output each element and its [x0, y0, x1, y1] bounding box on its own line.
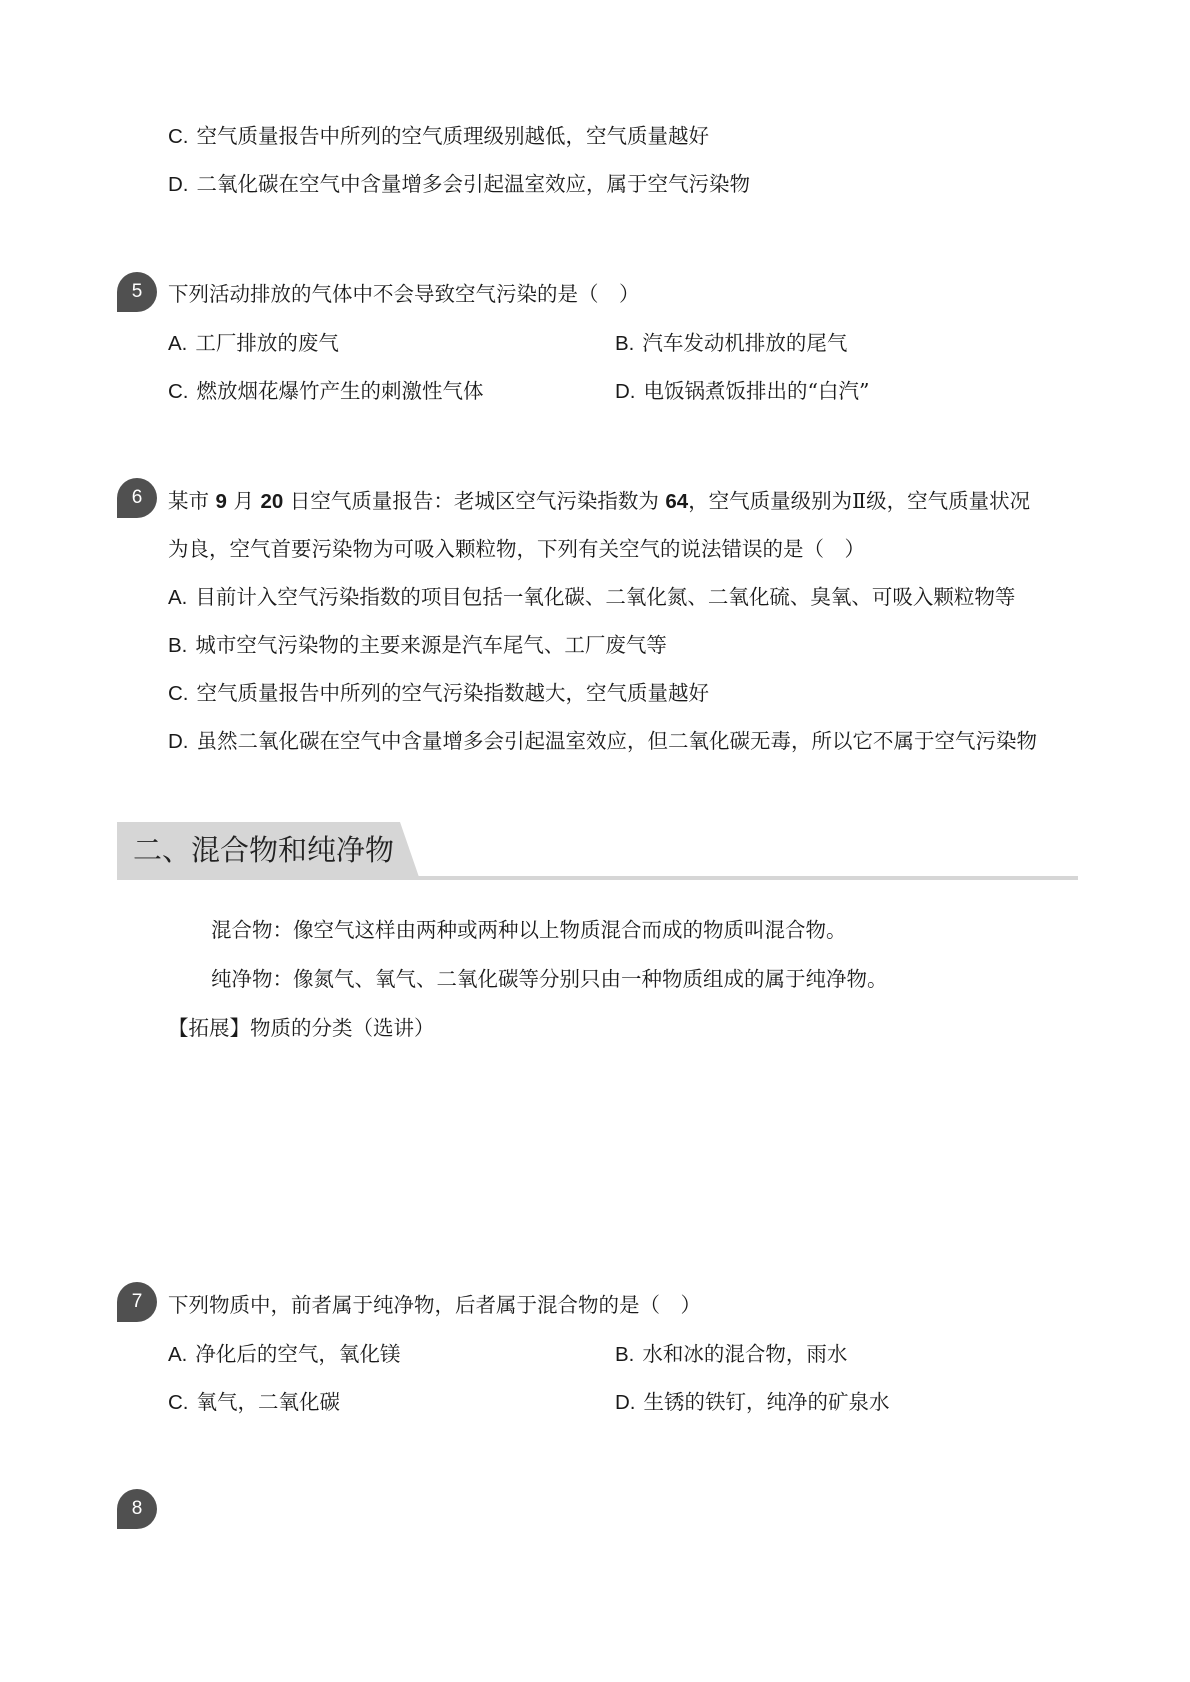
option-text: 电饭锅煮饭排出的“白汽”: [643, 379, 870, 403]
q7-stem: 下列物质中，前者属于纯净物，后者属于混合物的是（ ）: [168, 1293, 701, 1317]
q7-option-d: [615, 1388, 890, 1417]
question-number-badge: 5: [117, 272, 157, 312]
option-letter: A.: [168, 332, 188, 355]
option-letter: A.: [168, 586, 188, 609]
option-letter: B.: [168, 634, 188, 657]
option-letter: D.: [168, 173, 189, 196]
q5-option-b: [615, 329, 847, 358]
section-divider: [117, 876, 1078, 880]
q6-stem-line2: 为良，空气首要污染物为可吸入颗粒物，下列有关空气的说法错误的是（ ）: [168, 537, 865, 561]
stem-month: 9: [215, 490, 227, 513]
option-letter: D.: [615, 380, 636, 403]
q5-stem: 下列活动排放的气体中不会导致空气污染的是（ ）: [168, 282, 640, 306]
option-letter: C.: [168, 682, 189, 705]
stem-text: 日空气质量报告：老城区空气污染指数为: [289, 489, 659, 513]
question-number-badge: 6: [117, 478, 157, 518]
q7-option-b: [615, 1340, 847, 1369]
q6-option-c: [168, 679, 709, 708]
option-text: 水和冰的混合物，雨水: [642, 1342, 848, 1366]
question-number-badge: 8: [117, 1489, 157, 1529]
q6-option-a: [168, 583, 1015, 612]
option-letter: C.: [168, 1391, 189, 1414]
option-text: 虽然二氧化碳在空气中含量增多会引起温室效应，但二氧化碳无毒，所以它不属于空气污染物: [196, 729, 1037, 753]
extension-heading: 【拓展】物质的分类（选讲）: [168, 1016, 435, 1040]
option-letter: C.: [168, 380, 189, 403]
stem-day: 20: [260, 490, 284, 513]
q7-option-c: [168, 1388, 340, 1417]
option-text: 生锈的铁钉，纯净的矿泉水: [643, 1390, 890, 1414]
q4-option-d: [168, 170, 750, 199]
option-text: 汽车发动机排放的尾气: [642, 331, 848, 355]
q6-option-d: [168, 727, 1037, 756]
stem-text: 月: [233, 489, 254, 513]
option-text: 净化后的空气，氧化镁: [195, 1342, 401, 1366]
option-letter: D.: [168, 730, 189, 753]
question-number-badge: 7: [117, 1282, 157, 1322]
option-letter: B.: [615, 1343, 635, 1366]
option-text: 氧气，二氧化碳: [196, 1390, 340, 1414]
option-letter: C.: [168, 125, 189, 148]
option-text: 燃放烟花爆竹产生的刺激性气体: [196, 379, 484, 403]
stem-text: 某市: [168, 489, 209, 513]
q5-option-a: [168, 329, 339, 358]
option-text: 空气质量报告中所列的空气污染指数越大，空气质量越好: [196, 681, 709, 705]
section-title: 二、混合物和纯净物: [133, 833, 395, 867]
option-text: 空气质量报告中所列的空气质理级别越低，空气质量越好: [196, 124, 709, 148]
option-letter: B.: [615, 332, 635, 355]
option-letter: A.: [168, 1343, 188, 1366]
q4-option-c: [168, 122, 709, 151]
q7-option-a: [168, 1340, 400, 1369]
definition-pure-substance: 纯净物：像氮气、氧气、二氧化碳等分别只由一种物质组成的属于纯净物。: [211, 967, 888, 991]
option-text: 目前计入空气污染指数的项目包括一氧化碳、二氧化氮、二氧化硫、臭氧、可吸入颗粒物等: [195, 585, 1016, 609]
stem-text: ，空气质量级别为Ⅱ级，空气质量状况: [688, 489, 1031, 513]
option-text: 二氧化碳在空气中含量增多会引起温室效应，属于空气污染物: [196, 172, 750, 196]
stem-index: 64: [665, 490, 689, 513]
q5-option-d: [615, 377, 869, 406]
q6-stem-line1: [168, 487, 1030, 516]
option-text: 城市空气污染物的主要来源是汽车尾气、工厂废气等: [195, 633, 667, 657]
definition-mixture: 混合物：像空气这样由两种或两种以上物质混合而成的物质叫混合物。: [211, 918, 847, 942]
option-letter: D.: [615, 1391, 636, 1414]
q6-option-b: [168, 631, 667, 660]
option-text: 工厂排放的废气: [195, 331, 339, 355]
q5-option-c: [168, 377, 484, 406]
